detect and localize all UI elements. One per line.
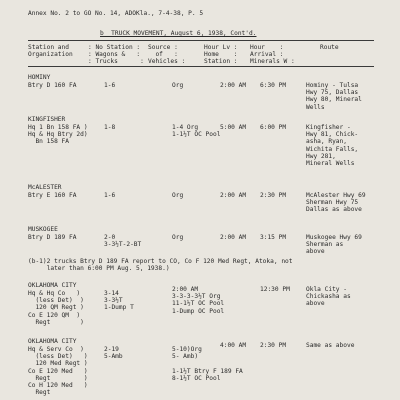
- hour-leave: 2:00 AM: [220, 82, 247, 89]
- hour-arrival: 12:30 PM: [260, 286, 290, 293]
- station-name: MUSKOGEE: [28, 226, 58, 233]
- organization: Hq 1 Bn 158 FA ) Hq & Hq Btry 2d) Bn 158 FA: [28, 124, 88, 146]
- trucks-count: 1-6: [104, 192, 116, 199]
- col-source-header: Source : of : Vehicles :: [148, 44, 186, 66]
- trucks-count: 3-14 3-3½T 1-Dump T: [104, 290, 134, 312]
- vehicle-source: Org: [172, 234, 184, 241]
- vehicle-source: 2:00 AM 3-3-3-3½T Org 11-1½T OC Pool 1-Dump OC Pool: [172, 286, 225, 315]
- hour-arrival: 6:30 PM: [260, 82, 287, 89]
- annex-header: Annex No. 2 to GO No. 14, ADOKla., 7-4-38, P. 5: [28, 10, 204, 17]
- hour-leave: 2:00 AM: [220, 234, 247, 241]
- col-leave-header: Hour Lv : Home : Station :: [204, 44, 238, 66]
- route: Kingfisher - Hwy 81, Chick- asha, Ryan, Wichita Falls, Hwy 281, Mineral Wells: [306, 124, 359, 168]
- route: Same as above: [306, 342, 355, 349]
- station-name: OKLAHOMA CITY: [28, 338, 77, 345]
- route: Hominy - Tulsa Hwy 75, Dallas Hwy 80, Mineral Wells: [306, 82, 362, 111]
- route: McAlester Hwy 69 Sherman Hwy 75 Dallas as above: [306, 192, 366, 214]
- hour-leave: 5:00 AM: [220, 124, 247, 131]
- organization: Btry D 160 FA: [28, 82, 77, 89]
- trucks-count: 2-0 3-3½T-2-BT: [104, 234, 142, 249]
- header-rule-top: [28, 40, 374, 41]
- vehicle-source: Org: [172, 82, 184, 89]
- hour-arrival: 2:30 PM: [260, 192, 287, 199]
- vehicle-source: Org: [172, 192, 184, 199]
- hour-leave: 4:00 AM: [220, 342, 247, 349]
- organization: Hq & Hq Co ) (less Det) ) 120 QM Regt ) Co E 120 QM ) Regt ): [28, 290, 84, 326]
- footnote: (b-1)2 trucks Btry D 189 FA report to CO, Co F 120 Med Regt, Atoka, not later than 6:00 PM Aug. 5, 1938.): [28, 258, 293, 273]
- col-arrival-header: Hour : Arrival : Minerals W :: [250, 44, 295, 66]
- station-name: HOMINY: [28, 74, 51, 81]
- hour-leave: 2:00 AM: [220, 192, 247, 199]
- section-title: b TRUCK MOVEMENT, August 6, 1938, Cont'd.: [100, 30, 257, 37]
- hour-arrival: 2:30 PM: [260, 342, 287, 349]
- route: Okla City - Chickasha as above: [306, 286, 351, 308]
- station-name: KINGFISHER: [28, 116, 66, 123]
- organization: Hq & Serv Co ) (less Det) ) 120 Med Regt ) Co E 120 Med ) Regt ) Co H 120 Med ) Regt: [28, 346, 88, 397]
- station-name: McALESTER: [28, 184, 62, 191]
- col-station-header: Station and Organization: [28, 44, 73, 59]
- trucks-count: 1-8: [104, 124, 116, 131]
- hour-arrival: 6:00 PM: [260, 124, 287, 131]
- hour-arrival: 3:15 PM: [260, 234, 287, 241]
- trucks-count: 2-19 5-Amb: [104, 346, 123, 361]
- col-route-header: Route: [320, 44, 339, 51]
- organization: Btry D 189 FA: [28, 234, 77, 241]
- vehicle-source: 1-4 Org 1-1½T OC Pool: [172, 124, 221, 139]
- route: Muskogee Hwy 69 Sherman as above: [306, 234, 362, 256]
- col-wagons-header: : No Station : : Wagons & : : Trucks :: [88, 44, 144, 66]
- organization: Btry E 160 FA: [28, 192, 77, 199]
- header-rule-bottom: [28, 66, 374, 67]
- trucks-count: 1-6: [104, 82, 116, 89]
- station-name: OKLAHOMA CITY: [28, 282, 77, 289]
- vehicle-source: 5-10)Org 5- Amb) 1-1½T Btry F 189 FA 8-1½T OC Pool: [172, 346, 243, 382]
